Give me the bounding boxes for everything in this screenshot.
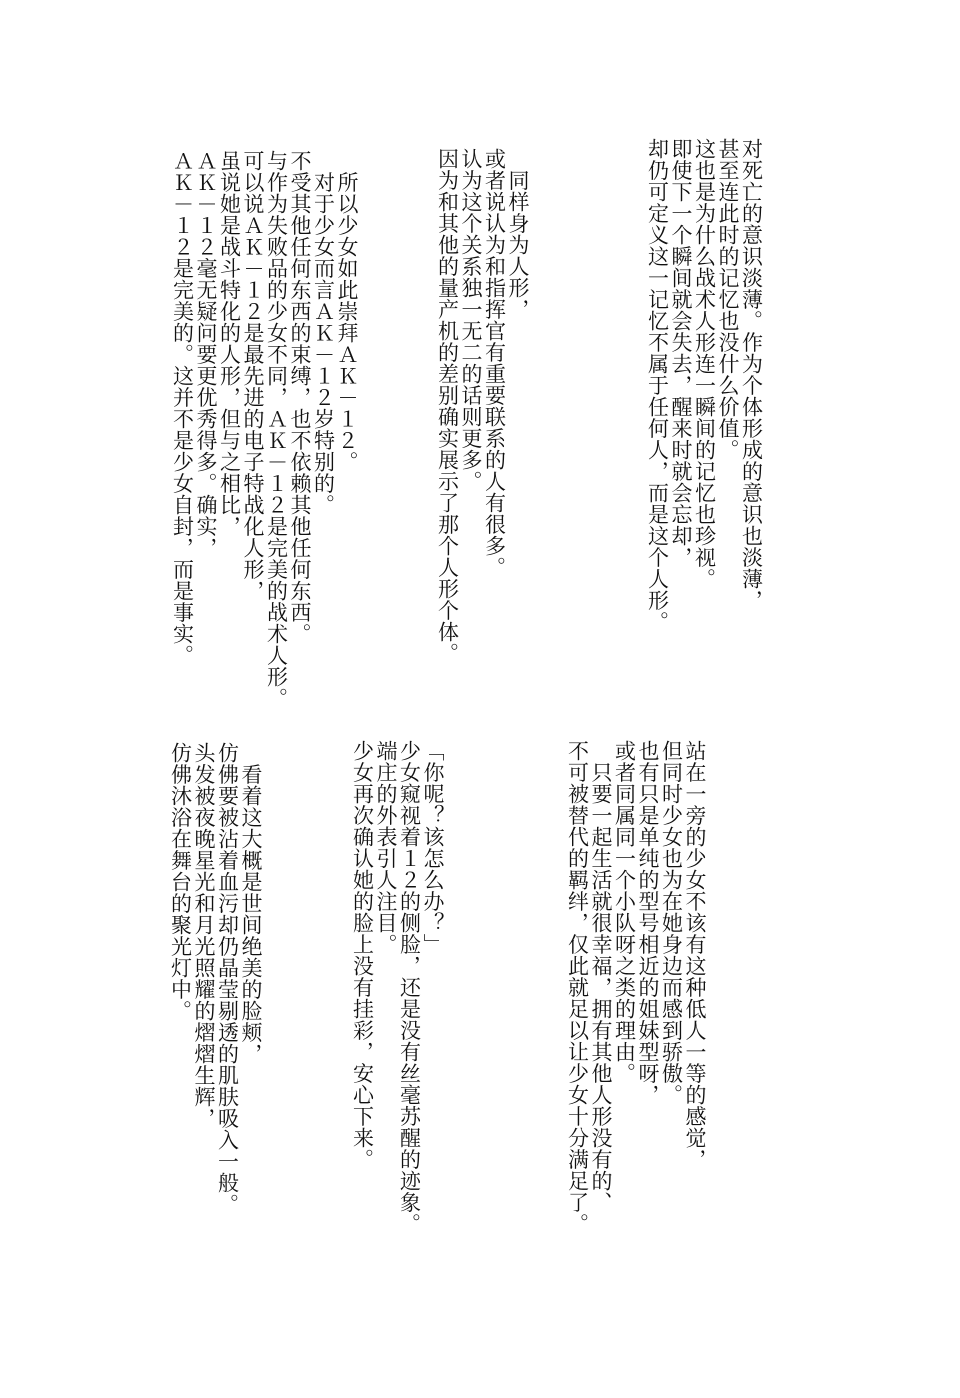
text-column: 站在一旁的少女不该有这种低人一等的感觉， xyxy=(683,740,707,1170)
text-column: 看着这大概是世间绝美的脸颊， xyxy=(239,742,263,1065)
text-column: 仿佛要被沾着血污却仍晶莹剔透的肌肤吸入一般。 xyxy=(215,742,240,1215)
text-column: 也有只是单纯的型号相近的姐妹型呀， xyxy=(636,740,660,1106)
text-column: ＡＫ－１２毫无疑问要更优秀得多。确实， xyxy=(194,150,218,559)
passage-dialogue xyxy=(350,740,444,1235)
passage-memory xyxy=(645,138,763,633)
passage-beauty xyxy=(168,742,262,1215)
text-column: 同样身为人形， xyxy=(506,148,530,320)
text-column: 对死亡的意识淡薄。作为个体形成的意识也淡薄， xyxy=(739,138,764,611)
passage-admiration xyxy=(170,150,358,709)
text-column: 虽说她是战斗特化的人形，但与之相比， xyxy=(217,150,242,537)
text-column: 即使下一个瞬间就会失去，醒来时就会忘却， xyxy=(669,138,693,568)
text-column: 不可被替代的羁绊，仅此就足以让少女十分满足了。 xyxy=(565,740,590,1235)
text-column: 所以少女如此崇拜ＡＫ－１２。 xyxy=(335,150,359,473)
text-column: ＡＫ－１２是完美的。这并不是少女自封，而是事实。 xyxy=(170,150,195,666)
text-column: 却仍可定义这一记忆不属于任何人，而是这个人形。 xyxy=(645,138,670,633)
passage-bond xyxy=(435,148,529,664)
text-column: 甚至连此时的记忆也没什么价值。 xyxy=(716,138,740,461)
text-column: 端庄的外表引人注目。 xyxy=(374,740,398,955)
text-column: 不受其他任何东西的束缚，也不依赖其他任何东西。 xyxy=(288,150,312,645)
text-column: 但同时少女也为在她身边而感到骄傲。 xyxy=(659,740,684,1106)
text-column: 少女窥视着１２的侧脸，还是没有丝毫苏醒的迹象。 xyxy=(397,740,422,1235)
text-column: 或者说认为和指挥官有重要联系的人有很多。 xyxy=(482,148,507,578)
text-column: 头发被夜晚星光和月光照耀的熠熠生辉， xyxy=(192,742,216,1129)
text-column: 对于少女而言ＡＫ－１２岁特别的。 xyxy=(311,150,336,516)
text-column: 这也是为什么战术人形连一瞬间的记忆也珍视。 xyxy=(692,138,717,590)
text-column: 或者同属同一个小队呀之类的理由。 xyxy=(612,740,637,1084)
text-column: 可以说ＡＫ－１２是最先进的电子特战化人形， xyxy=(241,150,265,602)
text-column: 仿佛沐浴在舞台的聚光灯中。 xyxy=(168,742,193,1022)
text-column: 因为和其他的量产机的差别确实展示了那个人形个体。 xyxy=(435,148,460,664)
text-column: 少女再次确认她的脸上没有挂彩，安心下来。 xyxy=(350,740,375,1170)
passage-pride xyxy=(565,740,706,1235)
dialogue-column: 「你呢？该怎么办？」 xyxy=(421,740,445,955)
text-column: 与作为失败品的少女不同，ＡＫ－１２是完美的战术人形。 xyxy=(264,150,289,709)
text-column: 只要一起生活就很幸福，拥有其他人形没有的、 xyxy=(589,740,613,1213)
text-column: 认为这个关系独一无二的话则更多。 xyxy=(459,148,483,492)
